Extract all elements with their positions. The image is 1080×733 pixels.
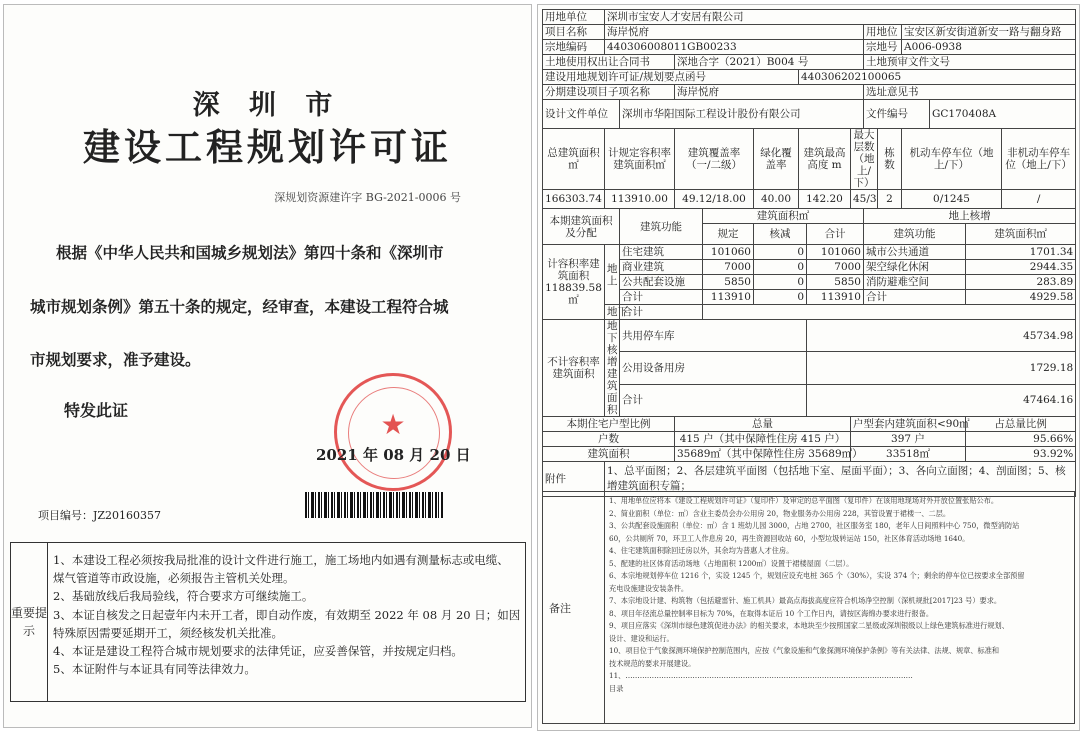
cell-value: 1701.34 bbox=[966, 245, 1076, 260]
label-design-unit: 设计文件单位 bbox=[543, 100, 620, 129]
cell-value: 5850 bbox=[703, 275, 754, 290]
value-land-user: 深圳市宝安人才安居有限公司 bbox=[605, 10, 1076, 25]
table-row: 住宅建筑 bbox=[620, 245, 703, 260]
value-design-unit: 深圳市华阳国际工程设计股份有限公司 bbox=[620, 100, 864, 129]
attachment-label: 附件 bbox=[543, 462, 605, 497]
housing-ratio-header: 占总量比例 bbox=[966, 417, 1076, 432]
verify-function-header: 建筑功能 bbox=[864, 224, 966, 245]
indicator-header: 栋数 bbox=[878, 129, 902, 190]
label-contract: 土地使用权出让合同书 bbox=[543, 55, 675, 70]
cell-value: 283.89 bbox=[966, 275, 1076, 290]
barcode-icon bbox=[305, 492, 443, 518]
indicator-header: 机动车停车位（地上/下） bbox=[902, 129, 1002, 190]
cell-value: 45734.98 bbox=[807, 320, 1076, 352]
project-info-table bbox=[542, 9, 1076, 497]
verify-area-header: 建筑面积㎡ bbox=[966, 224, 1076, 245]
remark-line: 11、………………………………………………………………………………………………………… bbox=[609, 671, 913, 680]
remarks-label: 备注 bbox=[543, 492, 605, 723]
remark-line: 1、用地单位应将本《建设工程规划许可证》（复印件）及审定的总平面图（复印件）在该用地现场对外开放位置张贴公布。 bbox=[609, 496, 999, 505]
indicator-header: 绿化覆盖率 bbox=[754, 129, 799, 190]
area-function-header: 建筑功能 bbox=[620, 209, 703, 245]
indicator-header: 总建筑面积㎡ bbox=[543, 129, 605, 190]
cell-value: 95.66% bbox=[966, 432, 1076, 447]
label-site-opinion: 选址意见书 bbox=[864, 85, 1076, 100]
label-land-user: 用地单位 bbox=[543, 10, 605, 25]
indicator-value: 166303.74 bbox=[543, 190, 605, 209]
label-land-pre-doc: 土地预审文件文号 bbox=[864, 55, 1076, 70]
remark-line: 60，公共厕所 70，环卫工人作息房 20，再生资源回收站 60，小型垃圾转运站 150，社区体育活动场地 1640。 bbox=[609, 533, 970, 543]
indicator-header: 最大层数（地上/下） bbox=[851, 129, 878, 190]
indicator-header: 建筑覆盖率（一/二级） bbox=[675, 129, 754, 190]
value-project-name: 海岸悦府 bbox=[605, 25, 864, 40]
remark-line: 3、公共配套设施面积（单位：㎡）含 1 班幼儿园 3000，占地 2700，社区服务室 180，老年人日间照料中心 750，微型消防站 bbox=[609, 521, 1020, 530]
label-parcel-no: 宗地号 bbox=[864, 40, 902, 55]
below-ground-label: 地下 bbox=[605, 305, 620, 320]
verify-group-header: 地上核增 bbox=[864, 209, 1076, 224]
remarks-body bbox=[609, 495, 1071, 695]
table-row: 合计 bbox=[620, 305, 703, 320]
table-row: 共用停车库 bbox=[620, 320, 807, 352]
table-row: 户数 bbox=[543, 432, 675, 447]
cell-value: 城市公共通道 bbox=[864, 245, 966, 260]
cell-value: 4929.58 bbox=[966, 290, 1076, 305]
notes-body bbox=[53, 551, 523, 678]
cell-value: 7000 bbox=[807, 260, 864, 275]
important-notes-box bbox=[10, 542, 526, 702]
remark-line: 6、本宗地规划停车位 1216 个，实设 1245 个，规划应设充电桩 365 个（30%），实设 374 个；剩余的停车位已按要求全部预留 bbox=[609, 571, 1025, 580]
remark-line: 9、项目应落实《深圳市绿色建筑促进办法》的相关要求，本地块至少按照国家二星级或深圳银级以上绿色建筑标准进行规划、 bbox=[609, 621, 1009, 630]
table-row: 合计 bbox=[620, 384, 807, 416]
note-line: 3、本证自核发之日起壹年内未开工者，即自动作废，有效期至 2022 年 08 月 20 日；如因 bbox=[53, 607, 521, 622]
remark-line: 目录 bbox=[609, 683, 624, 693]
table-row: 公用设备用房 bbox=[620, 352, 807, 384]
cell-value: 101060 bbox=[807, 245, 864, 260]
attachment-text: 1、总平面图；2、各层建筑平面图（包括地下室、屋面平面）；3、各向立面图；4、剖面图；5、核增建筑面积专篇； bbox=[605, 462, 1076, 497]
indicator-header: 非机动车停车位（地上/下） bbox=[1002, 129, 1076, 190]
far-area-label: 计容积率建筑面积118839.58㎡ bbox=[543, 245, 605, 320]
area-section-header: 本期建筑面积及分配 bbox=[543, 209, 620, 245]
indicator-value: 49.12/18.00 bbox=[675, 190, 754, 209]
housing-total-header: 总量 bbox=[675, 417, 851, 432]
cell-value: 合计 bbox=[864, 290, 966, 305]
cell-value: 113910 bbox=[807, 290, 864, 305]
remark-line: 4、住宅建筑面积除回迁房以外，其余均为普惠人才住房。 bbox=[609, 546, 794, 555]
indicator-value: 40.00 bbox=[754, 190, 799, 209]
cell-value: 415 户（其中保障性住房 415 户） bbox=[675, 432, 851, 447]
indicator-header: 计规定容积率建筑面积㎡ bbox=[605, 129, 675, 190]
cell-value: 7000 bbox=[703, 260, 754, 275]
indicator-value: 45/3 bbox=[851, 190, 878, 209]
label-sub-project: 分期建设项目子项名称 bbox=[543, 85, 675, 100]
permit-attachment-page bbox=[537, 4, 1080, 731]
cell-value: 0 bbox=[754, 260, 807, 275]
value-parcel-no: A006-0938 bbox=[902, 40, 1076, 55]
value-sub-project: 海岸悦府 bbox=[675, 85, 864, 100]
official-seal-icon: ★ bbox=[334, 373, 452, 491]
note-line: 特殊原因需要延期开工，须经核发机关批准。 bbox=[53, 625, 283, 640]
label-project-name: 项目名称 bbox=[543, 25, 605, 40]
total-header: 合计 bbox=[807, 224, 864, 245]
remark-line: 2、简业面积（单位：㎡）含业主委员会办公用房 20，物业服务办公用房 228，其管设置于裙楼一、二层。 bbox=[609, 508, 951, 518]
above-ground-label: 地上 bbox=[605, 245, 620, 305]
table-row: 公共配套设施 bbox=[620, 275, 703, 290]
note-line: 1、本建设工程必须按我局批准的设计文件进行施工，施工场地内如遇有测量标志或电缆、 bbox=[53, 553, 509, 567]
notes-label: 重要提示 bbox=[11, 543, 48, 701]
cell-value: 35689㎡（其中保障性住房 35689㎡） bbox=[675, 447, 851, 462]
remarks-box bbox=[542, 491, 1075, 724]
cell-value: 0 bbox=[754, 245, 807, 260]
remark-line: 设计、建设和运行。 bbox=[609, 633, 674, 643]
certificate-title: 建设工程规划许可证 bbox=[83, 126, 452, 169]
note-line: 2、基础放线后我局验线，符合要求方可继续施工。 bbox=[53, 589, 314, 604]
indicator-header: 建筑最高高度 m bbox=[799, 129, 851, 190]
certificate-city: 深 圳 市 bbox=[192, 90, 343, 121]
remark-line: 技术规范的要求开展建设。 bbox=[609, 658, 696, 668]
table-row: 合计 bbox=[620, 290, 703, 305]
indicator-value: 113910.00 bbox=[605, 190, 675, 209]
note-line: 5、本证附件与本证具有同等法律效力。 bbox=[53, 662, 256, 677]
housing-unit-header: 户型套内建筑面积<90㎡ bbox=[851, 417, 966, 432]
cell-value: 397 户 bbox=[851, 432, 966, 447]
remark-line: 5、配建的社区体育活动场地（占地面积 1200㎡）设置于裙楼屋面（二层）。 bbox=[609, 558, 854, 568]
note-line: 4、本证是建设工程符合城市规划要求的法律凭证，应妥善保管，并按规定归档。 bbox=[53, 644, 463, 659]
cell-value: 2944.35 bbox=[966, 260, 1076, 275]
label-permit-code: 建设用地规划许可证/规划要点函号 bbox=[543, 70, 799, 85]
project-number: 项目编号：JZ20160357 bbox=[38, 509, 162, 522]
cell-value: 1729.18 bbox=[807, 352, 1076, 384]
area-group-header: 建筑面积㎡ bbox=[703, 209, 864, 224]
remark-line: 7、本宗地设计建、构筑物（包括避雷针、施工机具）最高点海拔高度应符合机场净空控制（深机规批[2017]23 号）要求。 bbox=[609, 596, 1002, 605]
non-far-label: 不计容积率建筑面积 bbox=[543, 320, 605, 417]
remark-line: 充电设施建设安装条件。 bbox=[609, 583, 689, 593]
body-line-3: 市规划要求，准予建设。 bbox=[30, 350, 201, 369]
cell-value: 101060 bbox=[703, 245, 754, 260]
value-location: 宝安区新安街道新安一路与翻身路 bbox=[902, 25, 1076, 40]
value-file-no: GC170408A bbox=[930, 100, 1076, 129]
body-line-2: 城市规划条例》第五十条的规定，经审查，本建设工程符合城 bbox=[30, 297, 449, 316]
indicator-value: 142.20 bbox=[799, 190, 851, 209]
remark-line: 10、项目位于气象探测环境保护控制范围内，应按《气象设施和气象探测环境保护条例》等有关法律、法规、规章、标准和 bbox=[609, 646, 1000, 655]
label-file-no: 文件编号 bbox=[864, 100, 930, 129]
housing-label: 本期住宅户型比例 bbox=[543, 417, 675, 432]
note-line: 煤气管道等市政设施，必须报告主管机关处理。 bbox=[53, 571, 295, 586]
document-number: 深规划资源建许字 BG-2021-0006 号 bbox=[274, 191, 461, 204]
table-row: 建筑面积 bbox=[543, 447, 675, 462]
cell-value: 0 bbox=[754, 290, 807, 305]
special-issue-text: 特发此证 bbox=[64, 401, 129, 420]
indicator-value: / bbox=[1002, 190, 1076, 209]
cell-value: 47464.16 bbox=[807, 384, 1076, 416]
non-far-sub-label: 地下核增建筑面积 bbox=[605, 320, 620, 417]
verify-header: 核减 bbox=[754, 224, 807, 245]
indicator-value: 0/1245 bbox=[902, 190, 1002, 209]
permit-certificate-page bbox=[3, 4, 532, 728]
body-line-1: 根据《中华人民共和国城乡规划法》第四十条和《深圳市 bbox=[56, 243, 444, 262]
cell-value: 5850 bbox=[807, 275, 864, 290]
cell-value: 架空绿化休闲 bbox=[864, 260, 966, 275]
label-parcel-code: 宗地编码 bbox=[543, 40, 605, 55]
cell-value: 113910 bbox=[703, 290, 754, 305]
remark-line: 8、项目年径流总量控制率目标为 70%，在取得本证后 10 个工作日内，请按区海绵办要求进行报备。 bbox=[609, 608, 934, 618]
value-contract: 深地合字（2021）B004 号 bbox=[675, 55, 864, 70]
cell-value: 消防避难空间 bbox=[864, 275, 966, 290]
table-row: 商业建筑 bbox=[620, 260, 703, 275]
label-location: 用地位 bbox=[864, 25, 902, 40]
cell-value: 0 bbox=[754, 275, 807, 290]
issue-date: 2021 年 08 月 20 日 bbox=[316, 446, 471, 464]
cell-value: 33518㎡ bbox=[851, 447, 966, 462]
indicator-value: 2 bbox=[878, 190, 902, 209]
cell-value bbox=[703, 305, 1076, 320]
value-parcel-code: 440306008011GB00233 bbox=[605, 40, 864, 55]
cell-value: 93.92% bbox=[966, 447, 1076, 462]
spec-header: 规定 bbox=[703, 224, 754, 245]
value-permit-code: 440306202100065 bbox=[799, 70, 1076, 85]
